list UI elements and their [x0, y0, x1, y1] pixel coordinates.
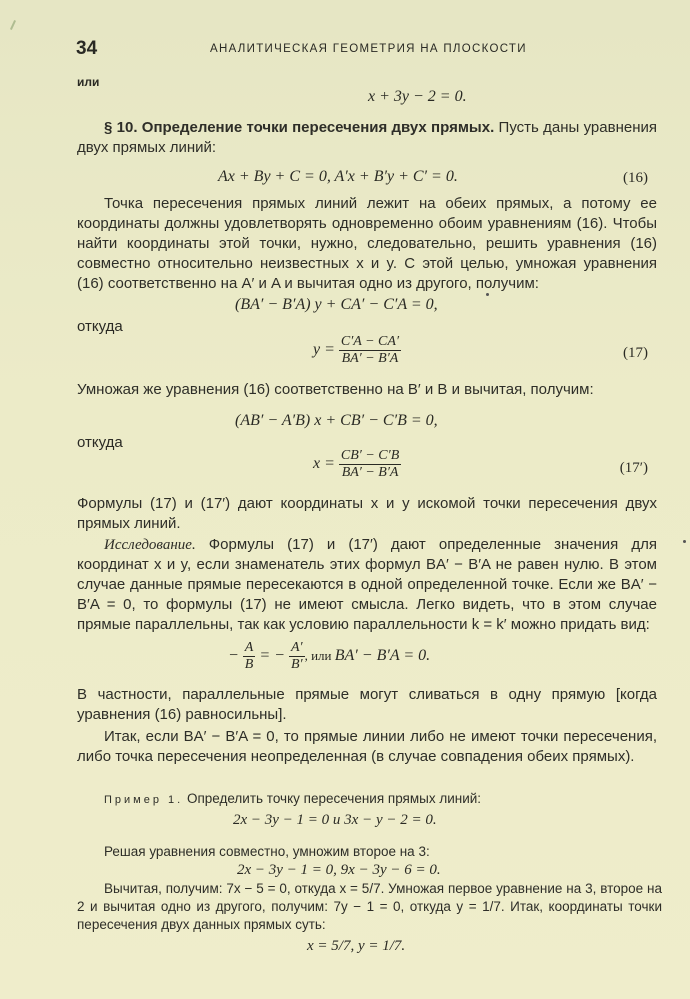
fraction-numerator: A [244, 640, 254, 655]
paragraph-2: Умножая же уравнения (16) соответственно на B′ и B и вычитая, получим: [77, 381, 594, 398]
equation-16: Ax + By + C = 0, A′x + B′y + C′ = 0. [218, 168, 458, 185]
fraction-a-prime-over-b-prime [289, 640, 305, 673]
equation-parallel [228, 640, 430, 673]
page-number: 34 [76, 38, 98, 59]
example-task: Определить точку пересечения прямых линий: [183, 791, 482, 806]
equation-17-fraction [339, 334, 401, 367]
equation-17-lhs: y = [313, 341, 335, 359]
margin-speck [683, 540, 686, 543]
example-given-equations: 2x − 3y − 1 = 0 и 3x − y − 2 = 0. [233, 812, 437, 828]
equation-x-linear: (AB′ − A′B) x + CB′ − C′B = 0, [235, 412, 438, 429]
equation-17 [313, 334, 401, 367]
fraction-denominator: B′ [290, 657, 303, 672]
fraction-denominator: B [244, 657, 254, 672]
example-step-2: Вычитая, получим: 7x − 5 = 0, откуда x = 5/7. Умножая первое уравнение на 3, второе на 2 и вычитая одно из другого, получим: 7y − 1 = 0, откуда y = 1/7. Итак, координаты точки пересечения двух данных прямых суть: [77, 881, 662, 932]
paragraph-3: Формулы (17) и (17′) дают координаты x и y искомой точки пересечения двух прямых линий. [77, 495, 657, 532]
example-step-1: Решая уравнения совместно, умножим второе на 3: [104, 844, 430, 859]
paragraph-5: В частности, параллельные прямые могут сливаться в одну прямую [когда уравнения (16) равносильны]. [77, 686, 657, 723]
example-label: Пример 1. [104, 794, 184, 806]
example-step-1-equations: 2x − 3y − 1 = 0, 9x − 3y − 6 = 0. [237, 862, 441, 878]
running-title: АНАЛИТИЧЕСКАЯ ГЕОМЕТРИЯ НА ПЛОСКОСТИ [210, 43, 527, 55]
equation-16-number: (16) [623, 170, 648, 186]
section-intro-paragraph [77, 118, 657, 158]
parallel-condition: BA′ − B′A = 0. [334, 647, 431, 665]
equation-17-prime-number: (17′) [619, 460, 648, 476]
paragraph-1: Точка пересечения прямых линий лежит на обеих прямых, а потому ее координаты должны удовлетворять одновременно обоим уравнениям (16). Чтобы найти координаты этой точки, нужно, следовательно, решить уравнения (16) совместно относительно неизвестных x и y. С этой целью, умножая уравнения (16) соответственно на A′ и A и вычитая одно из другого, получим: [77, 195, 657, 292]
otkuda-1: откуда [77, 318, 123, 335]
equation-17-denominator: BA′ − B′A [341, 351, 399, 366]
equation-17-prime-lhs: x = [313, 455, 335, 473]
section-lead: Пусть даны уравнения двух прямых линий: [77, 119, 657, 156]
paragraph-4 [77, 535, 657, 635]
example-answer: x = 5/7, y = 1/7. [307, 938, 406, 954]
investigation-text: Формулы (17) и (17′) дают определенные значения для координат x и y, если знаменатель этих формул BA′ − B′A не равен нулю. В этом случае данные прямые пересекаются в одной определенной точке. Если же BA′ − B′A = 0, то формулы (17) не имеют смысла. Легко видеть, что в этом случае прямые параллельны, так как условию параллельности k = k′ можно придать вид: [77, 536, 657, 633]
equation-17-prime-numerator: CB′ − C′B [340, 448, 400, 463]
equation-17-prime-denominator: BA′ − B′A [341, 465, 399, 480]
pencil-mark [10, 20, 16, 30]
equals-minus: = − [259, 647, 285, 665]
equation-17-number: (17) [623, 345, 648, 361]
paragraph-6: Итак, если BA′ − B′A = 0, то прямые линии либо не имеют точки пересечения, либо точка пересечения неопределенная (в случае совпадения обеих прямых). [77, 728, 657, 765]
fraction-a-over-b [243, 640, 256, 673]
equation-17-prime [313, 448, 401, 481]
print-speck [486, 293, 489, 296]
intro-equation: x + 3y − 2 = 0. [368, 88, 467, 105]
investigation-label: Исследование. [104, 537, 196, 553]
fraction-numerator: A′ [290, 640, 303, 655]
intro-word: или [77, 75, 100, 89]
otkuda-2: откуда [77, 434, 123, 451]
equation-17-numerator: C′A − CA′ [340, 334, 400, 349]
minus-sign: − [228, 647, 239, 665]
or-word: , или [304, 648, 335, 664]
equation-17-prime-fraction [339, 448, 401, 481]
example-1-heading [77, 790, 657, 809]
section-title: § 10. Определение точки пересечения двух прямых. [104, 119, 495, 136]
equation-y-linear: (BA′ − B′A) y + CA′ − C′A = 0, [235, 296, 438, 313]
